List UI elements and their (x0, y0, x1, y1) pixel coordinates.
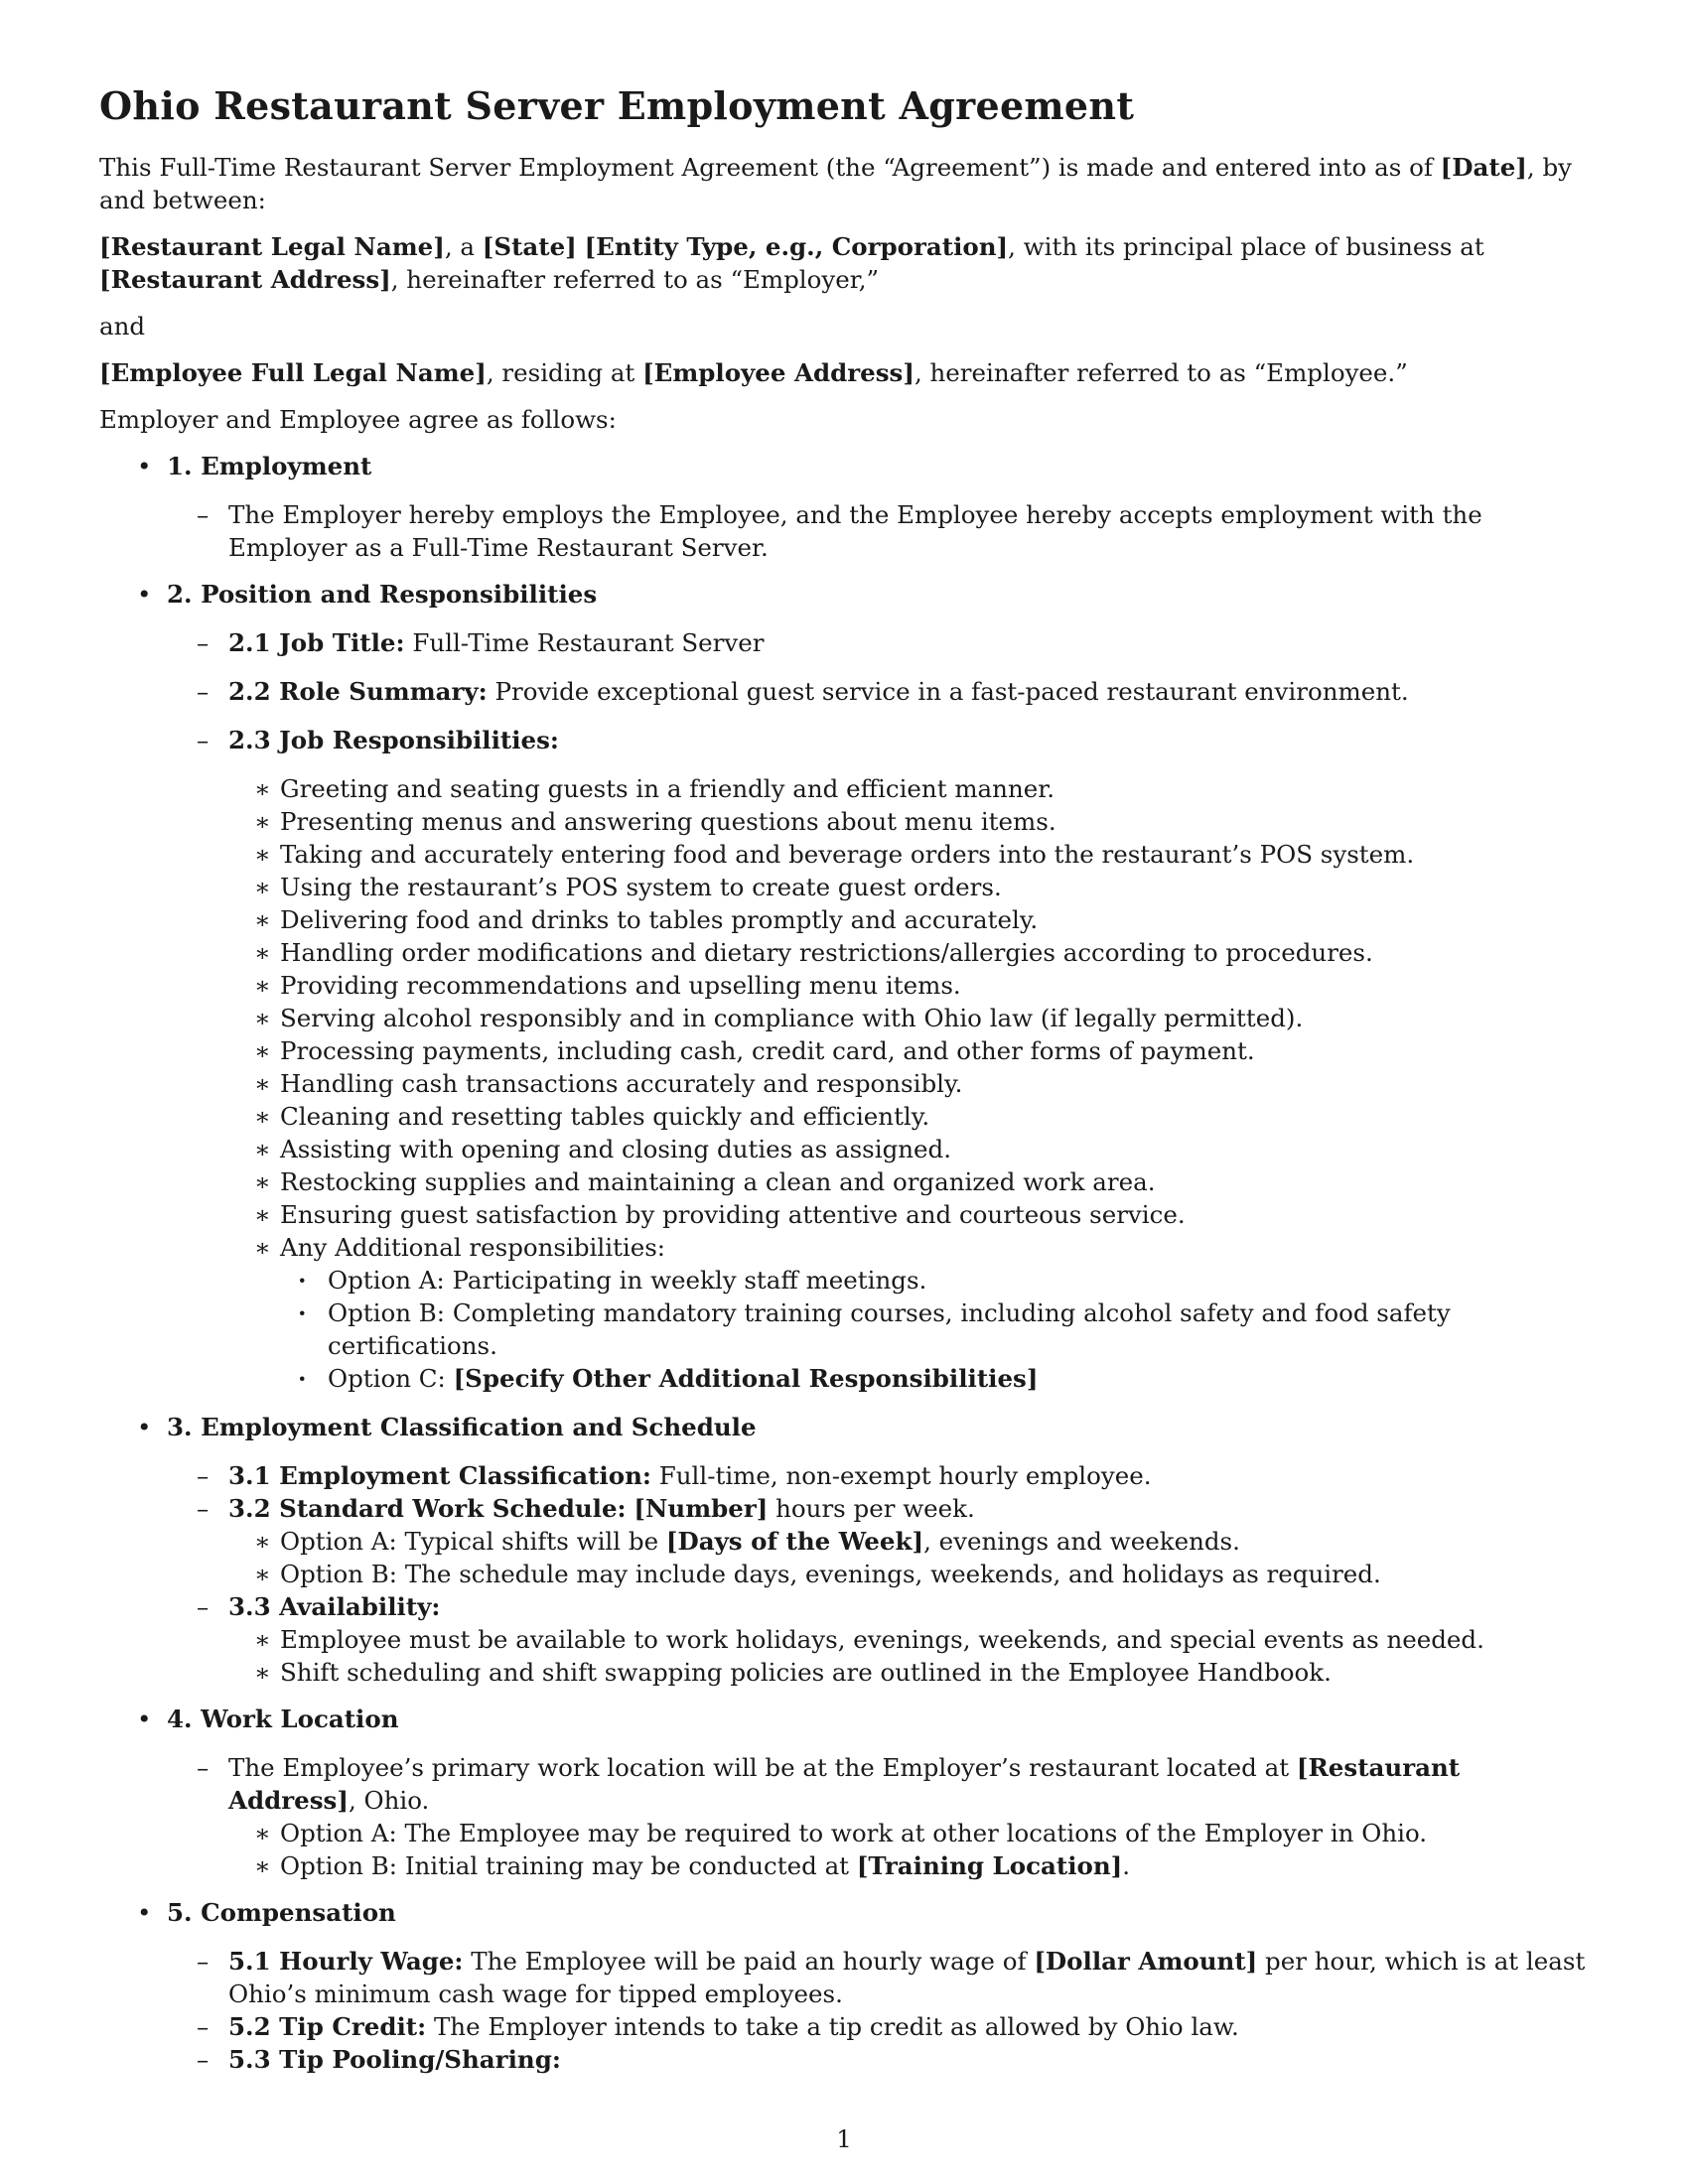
list-item: ∗ Delivering food and drinks to tables promptly and accurately. (228, 903, 1589, 936)
label: 5.1 Hourly Wage: (228, 1947, 464, 1976)
section-work-location (99, 1703, 1589, 1882)
section-heading: 1. Employment (167, 452, 372, 480)
list-item: ∗ Greeting and seating guests in a friendly and efficient manner. (228, 772, 1589, 805)
label: 5.3 Tip Pooling/Sharing: (228, 2045, 561, 2074)
text: . (1122, 1851, 1131, 1880)
list-item (167, 1751, 1589, 1882)
list-item: ∗ Shift scheduling and shift swapping policies are outlined in the Employee Handbook. (228, 1656, 1589, 1689)
placeholder: [Days of the Week] (665, 1527, 924, 1556)
section-classification (99, 1411, 1589, 1689)
options-list (228, 1817, 1589, 1882)
section-employment (99, 450, 1589, 564)
intro-text: This Full-Time Restaurant Server Employment Agreement (the “Agreement”) is made and entered into as of (99, 153, 1441, 182)
text: The Employer intends to take a tip credit as allowed by Ohio law. (426, 2012, 1239, 2041)
list-item: ∗ Using the restaurant’s POS system to create guest orders. (228, 871, 1589, 903)
list-item: ∗ Option B: The schedule may include days, evenings, weekends, and holidays as required. (228, 1558, 1589, 1590)
text: Full-time, non-exempt hourly employee. (650, 1461, 1152, 1490)
text: per hour, which is at least Ohio’s minimum cash wage for tipped employees. (228, 1947, 1586, 2008)
placeholder: [Dollar Amount] (1034, 1947, 1258, 1976)
subsection-list (167, 498, 1589, 564)
text: , evenings and weekends. (923, 1527, 1240, 1556)
list-item (167, 675, 1589, 708)
list-item: ∗ Taking and accurately entering food and beverage orders into the restaurant’s POS system. (228, 838, 1589, 871)
subsection-list (167, 1751, 1589, 1882)
date-placeholder: [Date] (1440, 153, 1527, 182)
text: Any Additional responsibilities: (280, 1233, 666, 1262)
text: , a (444, 232, 483, 261)
text: , residing at (486, 358, 643, 387)
section-heading: 5. Compensation (167, 1898, 396, 1927)
list-item: ∗ Handling order modifications and dietary restrictions/allergies according to procedures. (228, 936, 1589, 969)
placeholder: [Specify Other Additional Responsibilities] (453, 1364, 1039, 1393)
section-position (99, 578, 1589, 1395)
list-item (167, 1590, 1589, 1689)
text: Option A: Typical shifts will be (280, 1527, 666, 1556)
list-item (228, 1525, 1589, 1558)
list-item: ∗ Presenting menus and answering questions about menu items. (228, 805, 1589, 838)
section-heading: 2. Position and Responsibilities (167, 580, 598, 609)
text: Provide exceptional guest service in a fast-paced restaurant environment. (487, 677, 1409, 706)
restaurant-name-placeholder: [Restaurant Legal Name] (99, 232, 445, 261)
text: The Employee will be paid an hourly wage of (463, 1947, 1035, 1976)
text: , hereinafter referred to as “Employer,” (390, 265, 880, 294)
responsibilities-list (228, 772, 1589, 1395)
subsection-list (167, 626, 1589, 1395)
list-item (228, 1231, 1589, 1395)
list-item (228, 1849, 1589, 1882)
text: Full-Time Restaurant Server (404, 628, 765, 657)
text: , with its principal place of business at (1008, 232, 1484, 261)
employee-paragraph (99, 356, 1589, 389)
subsection-list (167, 1945, 1589, 2076)
list-item: ∗ Restocking supplies and maintaining a clean and organized work area. (228, 1165, 1589, 1198)
list-item: ∗ Assisting with opening and closing duties as assigned. (228, 1133, 1589, 1165)
document-title: Ohio Restaurant Server Employment Agreement (99, 83, 1135, 128)
list-item (167, 2010, 1589, 2043)
state-placeholder: [State] (482, 232, 577, 261)
text: Option B: Initial training may be conducted at (280, 1851, 857, 1880)
and-paragraph: and (99, 312, 146, 341)
availability-list (228, 1623, 1589, 1689)
list-item (280, 1362, 1589, 1395)
text: , hereinafter referred to as “Employee.” (914, 358, 1408, 387)
page-number: 1 (836, 2124, 852, 2153)
sections-list (99, 450, 1589, 2076)
list-item: ∗ Option A: The Employee may be required to work at other locations of the Employer in Ohio. (228, 1817, 1589, 1849)
label: 3.2 Standard Work Schedule: (228, 1494, 627, 1523)
employer-paragraph (99, 230, 1589, 296)
intro-paragraph (99, 151, 1589, 216)
list-item (167, 724, 1589, 1395)
employee-address-placeholder: [Employee Address] (642, 358, 914, 387)
list-item: ∗ Cleaning and resetting tables quickly and efficiently. (228, 1100, 1589, 1133)
text: Option C: (328, 1364, 454, 1393)
options-list (280, 1264, 1589, 1395)
list-item: · Option B: Completing mandatory training courses, including alcohol safety and food safety certifications. (280, 1297, 1589, 1362)
list-item: ∗ Employee must be available to work holidays, evenings, weekends, and special events as needed. (228, 1623, 1589, 1656)
list-item (167, 1492, 1589, 1590)
list-item (167, 2043, 1589, 2076)
agreement-lead-in: Employer and Employee agree as follows: (99, 405, 617, 434)
label: 2.1 Job Title: (228, 628, 405, 657)
intro-text-end: , by and between: (99, 153, 1572, 214)
label: 2.2 Role Summary: (228, 677, 488, 706)
text: , Ohio. (348, 1786, 430, 1815)
placeholder: [Restaurant Address] (228, 1753, 1461, 1815)
label: 5.2 Tip Credit: (228, 2012, 427, 2041)
list-item: – The Employer hereby employs the Employee, and the Employee hereby accepts employment with the Employer as a Full-Time Restaurant Server. (167, 498, 1589, 564)
list-item: ∗ Ensuring guest satisfaction by providing attentive and courteous service. (228, 1198, 1589, 1231)
section-heading: 4. Work Location (167, 1705, 399, 1733)
text: hours per week. (768, 1494, 975, 1523)
list-item (167, 1945, 1589, 2010)
document-page (99, 83, 1589, 2090)
employee-name-placeholder: [Employee Full Legal Name] (99, 358, 487, 387)
list-item: ∗ Handling cash transactions accurately and responsibly. (228, 1067, 1589, 1100)
placeholder: [Training Location] (856, 1851, 1123, 1880)
section-heading: 3. Employment Classification and Schedule (167, 1413, 757, 1441)
label: 3.3 Availability: (228, 1592, 441, 1621)
section-compensation (99, 1896, 1589, 2076)
options-list (228, 1525, 1589, 1590)
list-item (167, 626, 1589, 659)
restaurant-address-placeholder: [Restaurant Address] (99, 265, 391, 294)
entity-type-placeholder: [Entity Type, e.g., Corporation] (584, 232, 1009, 261)
text (577, 232, 585, 261)
list-item: ∗ Processing payments, including cash, credit card, and other forms of payment. (228, 1034, 1589, 1067)
list-item: · Option A: Participating in weekly staff meetings. (280, 1264, 1589, 1297)
placeholder: [Number] (633, 1494, 769, 1523)
list-item (167, 1459, 1589, 1492)
subsection-list (167, 1459, 1589, 1689)
text: The Employee’s primary work location will be at the Employer’s restaurant located at (228, 1753, 1297, 1782)
list-item: ∗ Providing recommendations and upselling menu items. (228, 969, 1589, 1002)
list-item: ∗ Serving alcohol responsibly and in compliance with Ohio law (if legally permitted). (228, 1002, 1589, 1034)
label: 2.3 Job Responsibilities: (228, 726, 559, 754)
label: 3.1 Employment Classification: (228, 1461, 651, 1490)
